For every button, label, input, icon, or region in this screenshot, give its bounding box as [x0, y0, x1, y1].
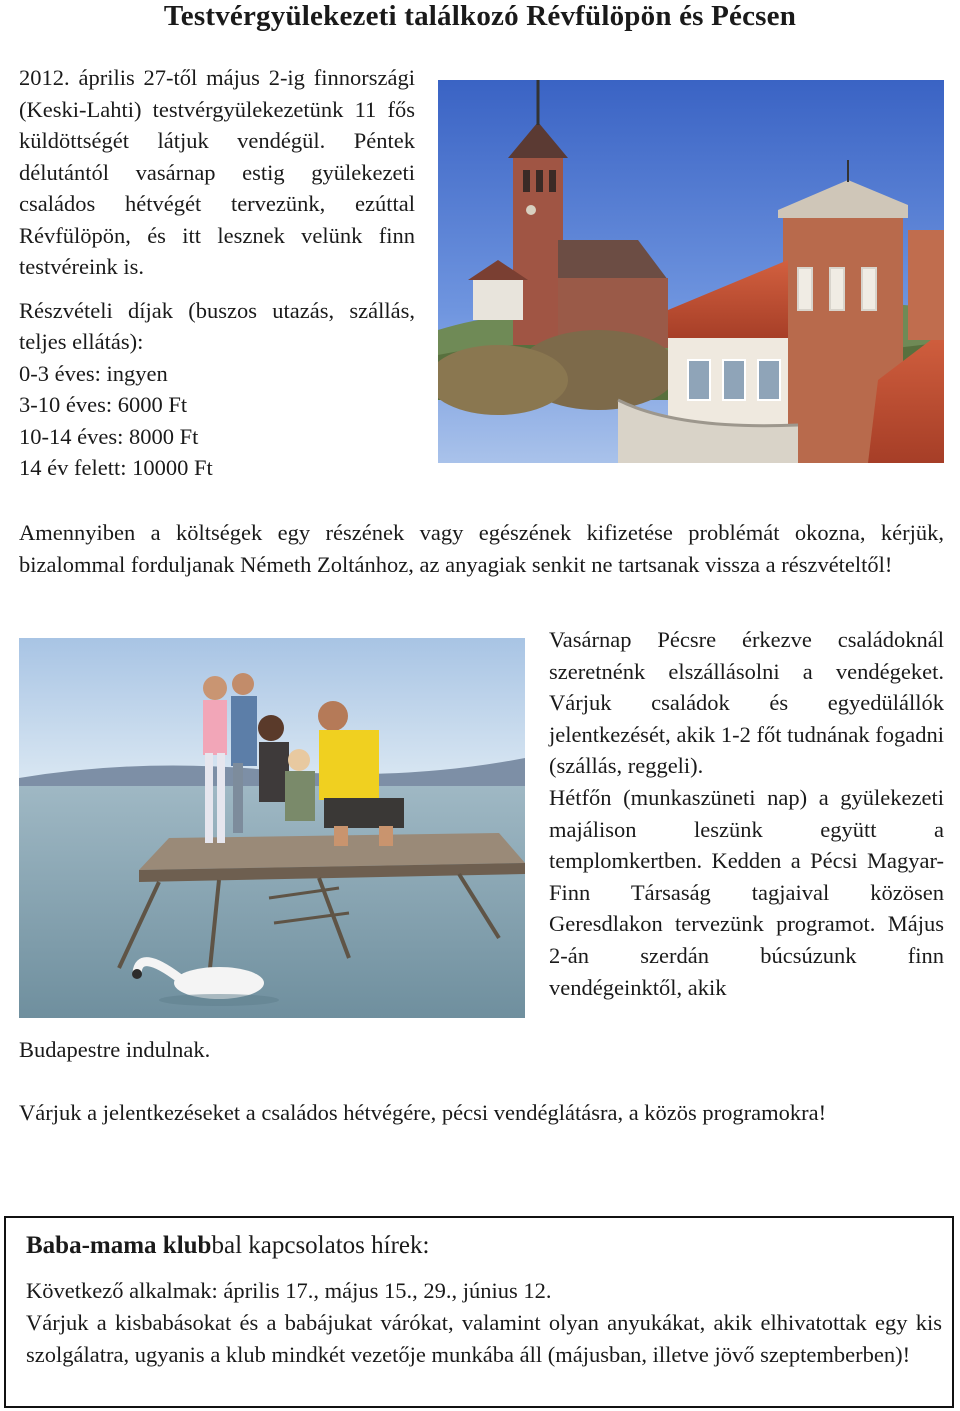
box-paragraph: Várjuk a kisbabásokat és a babájukat várókat, valamint olyan anyukákat, akik elhivatottak egy kis szolgálatra, ugyanis a klub mindkét vezetője munkába áll (májusban, illetve jövő szeptemberben)!: [26, 1310, 942, 1367]
fee-item: 14 év felett: 10000 Ft: [19, 455, 213, 480]
baby-club-box: [4, 1216, 954, 1408]
fee-item: 0-3 éves: ingyen: [19, 360, 168, 386]
sunday-column: [549, 624, 944, 1003]
cost-note: Amennyiben a költségek egy részének vagy egészének kifizetése problémát okozna, kérjük, bizalommal forduljanak Németh Zoltánhoz, az anyagiak senkit ne tartsanak vissza a részvételtől!: [19, 520, 944, 577]
fees-list: [19, 358, 415, 484]
box-title-rest: bal kapcsolatos hírek:: [211, 1232, 430, 1259]
box-title-bold: Baba-mama klub: [26, 1232, 212, 1259]
sunday-paragraph: Vasárnap Pécsre érkezve családoknál szeretnénk elszállásolni a vendégeket. Várjuk családok és egyedülállók jelentkezését, akik 1-2 főt tudnának fogadni (szállás, reggeli).: [549, 627, 944, 779]
continuation-text: Budapestre indulnak.: [19, 1037, 211, 1062]
church-photo: [438, 80, 944, 463]
closing-paragraph: Várjuk a jelentkezéseket a családos hétvégére, pécsi vendéglátásra, a közös programokra!: [19, 1100, 827, 1125]
fee-item: 3-10 éves: 6000 Ft: [19, 392, 188, 417]
pier-photo: [19, 638, 525, 1018]
page-title: Testvérgyülekezeti találkozó Révfülöpön és Pécsen: [163, 0, 797, 32]
box-title: [26, 1230, 429, 1262]
intro-column: [19, 62, 415, 484]
fee-item: 10-14 éves: 8000 Ft: [19, 423, 199, 449]
next-dates: Következő alkalmak: április 17., május 15., 29., június 12.: [26, 1278, 552, 1303]
monday-paragraph: Hétfőn (munkaszüneti nap) a gyülekezeti majálison leszünk együtt a templomkertben. Kedden a Pécsi Magyar-Finn Társaság tagjaival közösen Geresdlakon tervezünk programot. Május 2-án szerdán búcsúzunk finn vendégeinktől, akik: [549, 784, 944, 1000]
intro-paragraph: 2012. április 27-től május 2-ig finnországi (Keski-Lahti) testvérgyülekezetünk 11 fős küldöttségét látjuk vendégül. Péntek délutántól vasárnap estig gyülekezeti családos hétvégét tervezünk, ezúttal Révfülöpön, és itt lesznek velünk finn testvéreink is.: [19, 65, 415, 279]
box-body: [26, 1275, 942, 1371]
fees-heading: Részvételi díjak (buszos utazás, szállás, teljes ellátás):: [19, 297, 415, 354]
